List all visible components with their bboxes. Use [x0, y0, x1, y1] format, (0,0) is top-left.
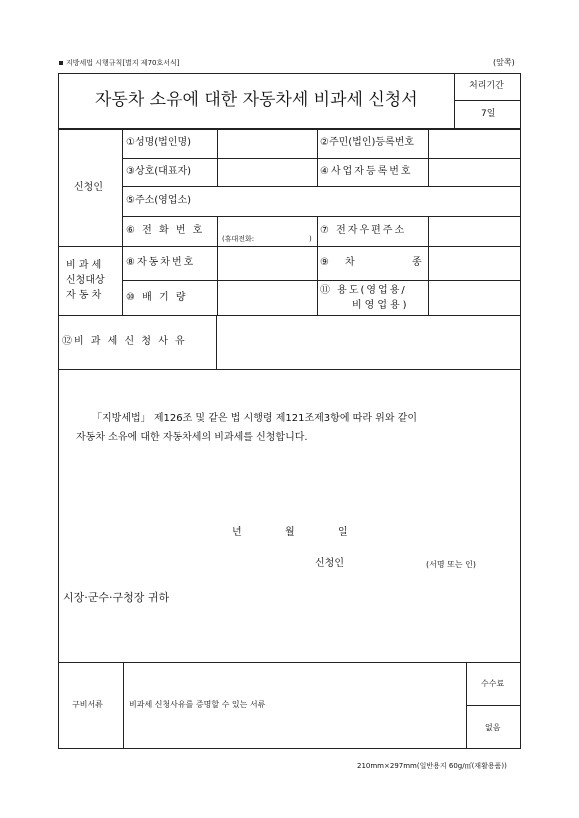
- date-year-label: 년: [232, 527, 242, 538]
- vehicle-section-line2: 신청대상: [66, 275, 105, 286]
- vehicle-number-label: ⑧자동차번호: [126, 257, 196, 268]
- address-label: ⑤주소(영업소): [126, 195, 192, 206]
- date-month-label: 월: [285, 527, 295, 538]
- displacement-field[interactable]: [218, 281, 317, 315]
- mobile-hint: (휴대전화:: [222, 235, 255, 243]
- paper-spec-footer: 210mm×297mm(일반용지 60g/㎡(재활용품)): [357, 762, 507, 770]
- email-field[interactable]: [429, 217, 520, 246]
- vehicle-model-label-a: 차: [345, 257, 355, 268]
- vehicle-model-field[interactable]: [429, 247, 520, 280]
- fee-label: 수수료: [481, 679, 505, 688]
- processing-period-label: 처리기간: [469, 81, 504, 91]
- bullet-square-icon: [59, 61, 63, 65]
- resident-id-label: ②주민(법인)등록번호: [320, 137, 415, 148]
- applicant-section-label: 신청인: [74, 182, 103, 193]
- business-number-field[interactable]: [429, 159, 520, 186]
- vehicle-number-field[interactable]: [218, 247, 317, 280]
- fee-value: 없음: [485, 723, 501, 732]
- vehicle-model-label-num: ⑨: [320, 257, 329, 268]
- mobile-hint-close: ): [309, 235, 312, 243]
- phone-field[interactable]: [218, 217, 317, 246]
- email-label: ⑦ 전자우편주소: [320, 225, 407, 236]
- statement-line2: 자동차 소유에 대한 자동차세의 비과세를 신청합니다.: [76, 432, 308, 443]
- company-label: ③상호(대표자): [126, 166, 192, 177]
- displacement-label: ⑩ 배 기 량: [126, 292, 188, 303]
- statement-line1: 「지방세법」 제126조 및 같은 법 시행령 제121조제3항에 따라 위와 같이: [92, 413, 417, 424]
- usage-label-line1: ⑪ 용도(영업용/: [320, 285, 407, 296]
- phone-label: ⑥ 전 화 번 호: [126, 225, 205, 236]
- company-field[interactable]: [218, 159, 317, 186]
- documents-content: 비과세 신청사유를 증명할 수 있는 서류: [129, 700, 266, 709]
- address-field[interactable]: [218, 187, 520, 216]
- usage-field[interactable]: [429, 281, 520, 315]
- documents-label: 구비서류: [72, 700, 103, 709]
- regulation-reference: 지방세법 시행규칙[별지 제70호서식]: [66, 59, 180, 67]
- processing-period-value: 7일: [481, 109, 496, 119]
- reason-label: ⑫비 과 세 신 청 사 유: [62, 336, 187, 347]
- signature-hint: (서명 또는 인): [426, 560, 476, 569]
- signature-field[interactable]: [355, 553, 420, 571]
- vehicle-section-line3: 자 동 차: [66, 290, 102, 301]
- vehicle-model-label-b: 종: [412, 257, 422, 268]
- resident-id-field[interactable]: [429, 130, 520, 158]
- date-day-label: 일: [338, 527, 348, 538]
- name-field[interactable]: [218, 130, 317, 158]
- signer-label: 신청인: [315, 558, 344, 569]
- reason-field[interactable]: [217, 316, 520, 369]
- name-label: ①성명(법인명): [126, 137, 192, 148]
- vehicle-section-line1: 비 과 세: [66, 260, 102, 271]
- business-number-label: ④사업자등록번호: [320, 166, 413, 177]
- page-side-label: (앞쪽): [493, 58, 515, 67]
- page-title: 자동차 소유에 대한 자동차세 비과세 신청서: [95, 90, 418, 110]
- addressee: 시장·군수·구청장 귀하: [63, 591, 170, 604]
- usage-label-line2: 비영업용): [352, 300, 410, 311]
